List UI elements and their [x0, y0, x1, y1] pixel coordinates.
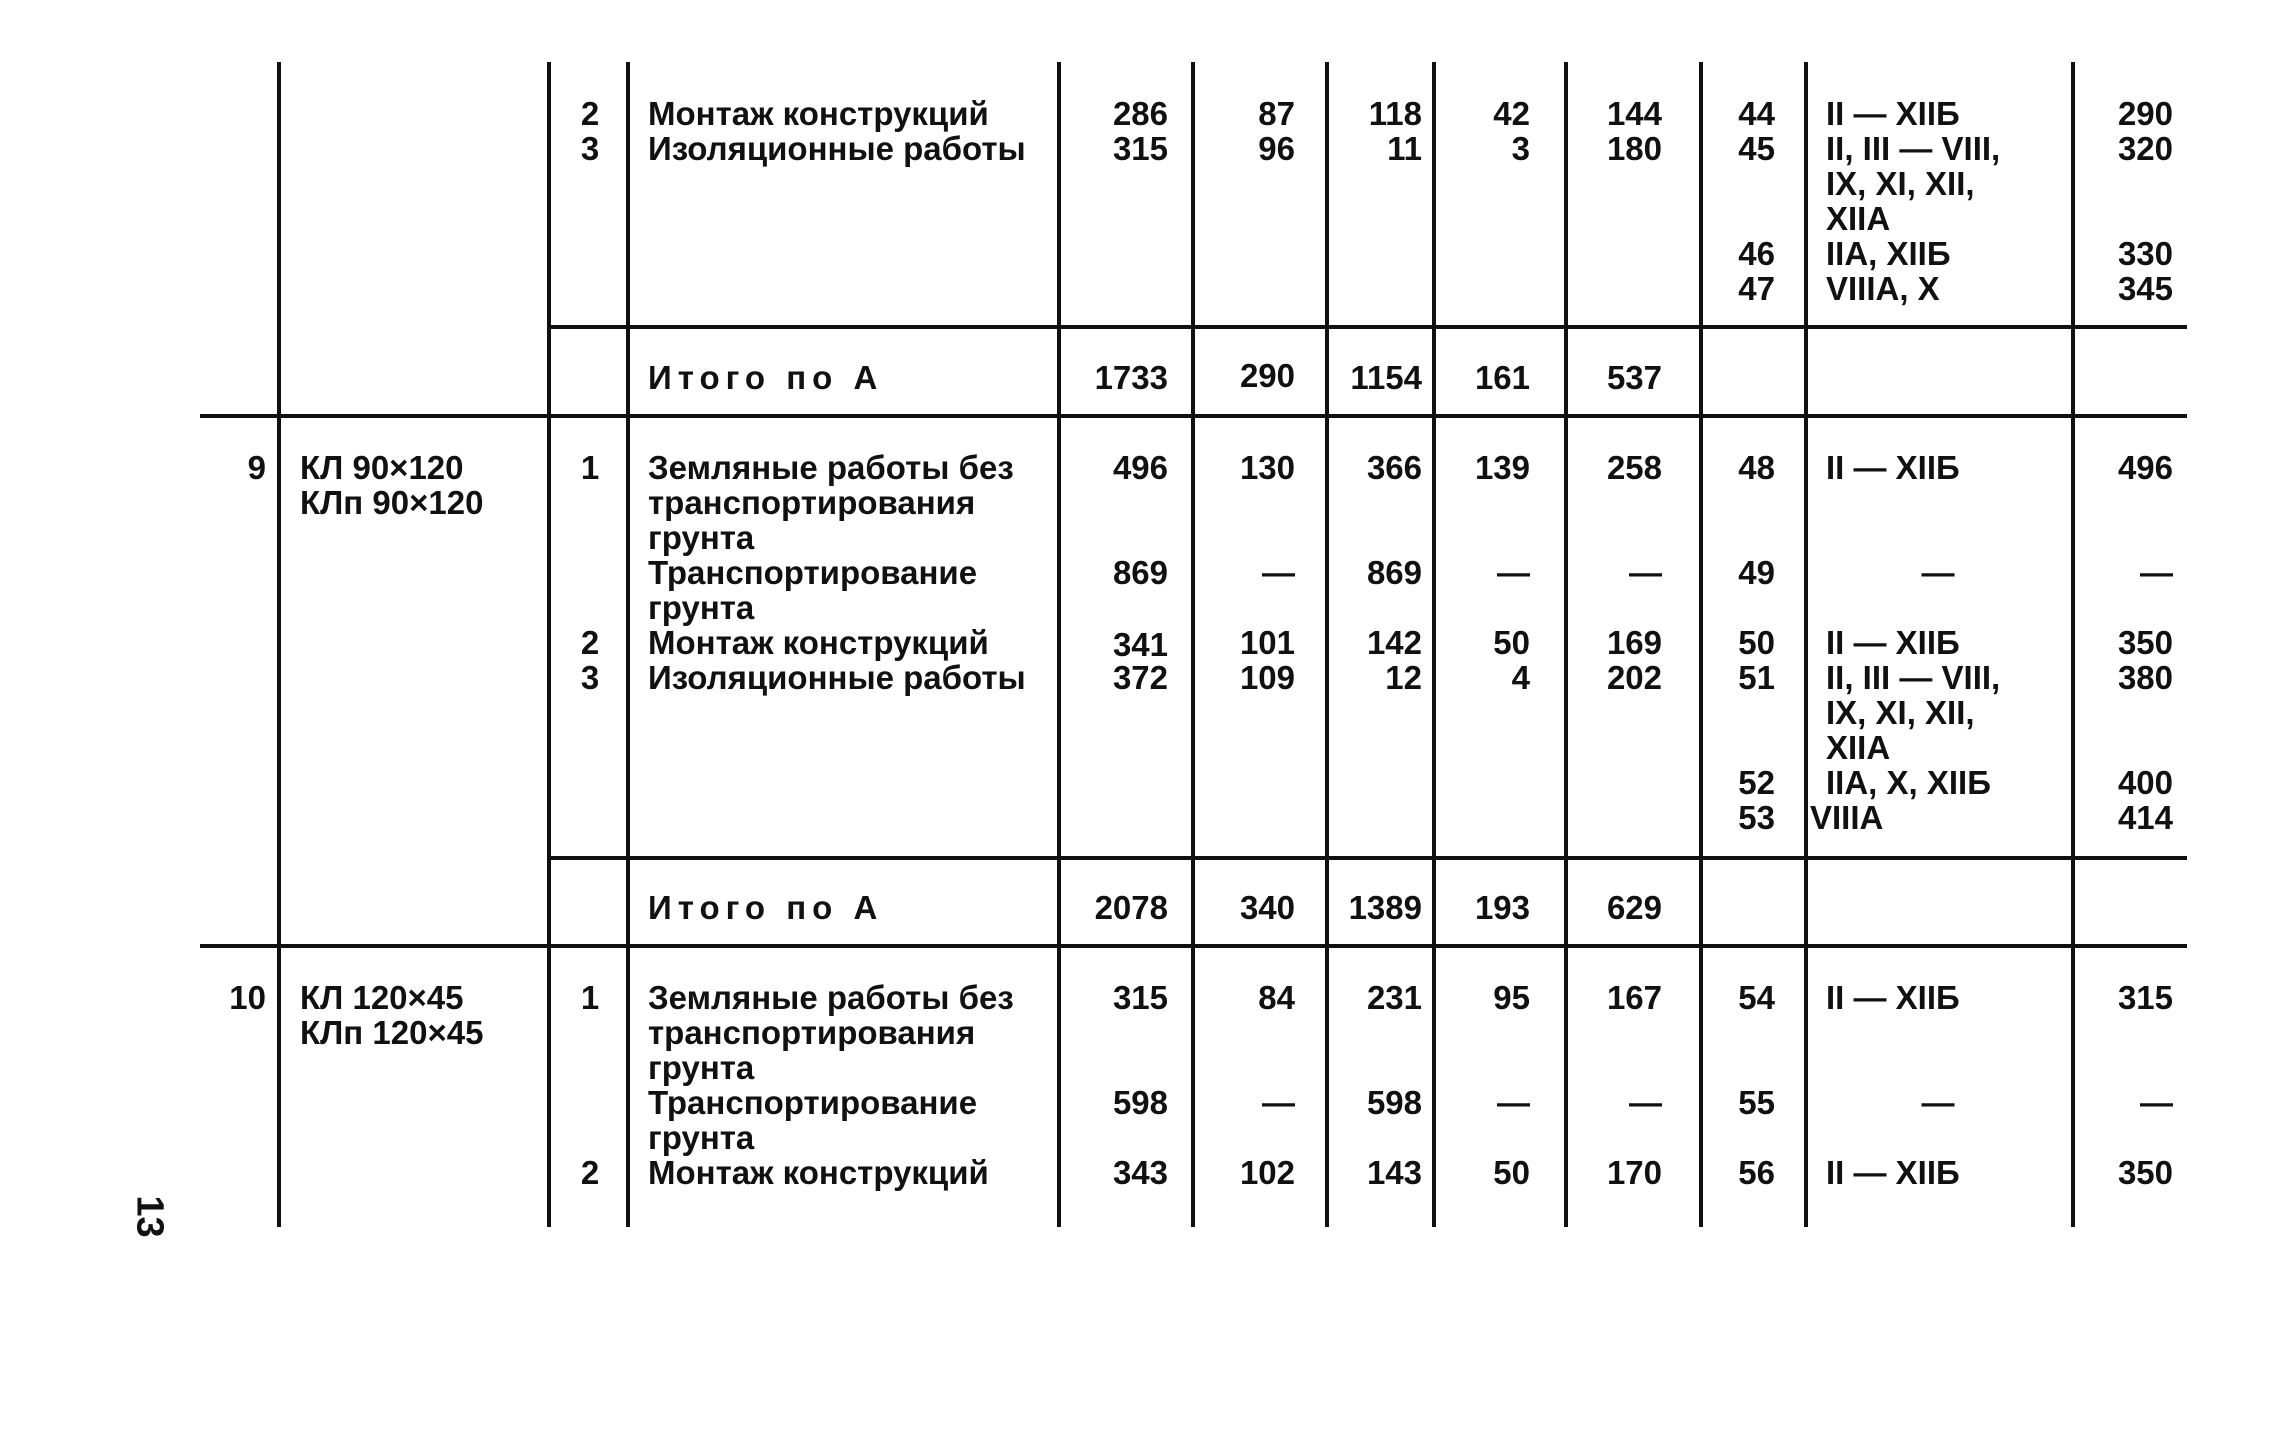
total-label: Итого по А	[648, 889, 884, 926]
code-cell: II, III — VIII,	[1826, 659, 2001, 696]
work-description: грунта	[648, 1049, 755, 1086]
code-cell: VIIIА, X	[1826, 270, 1940, 307]
value-cell: 1733	[1094, 359, 1168, 396]
code-cell: II — XIIБ	[1826, 979, 1960, 1016]
ref-cell: 45	[1738, 130, 1775, 167]
value-cell: 290	[2117, 95, 2173, 132]
value-cell: 496	[2117, 449, 2173, 486]
value-cell: 193	[1474, 889, 1530, 926]
value-cell: 109	[1239, 659, 1295, 696]
value-cell: 1154	[1350, 359, 1422, 396]
value-cell: —	[1629, 1084, 1662, 1121]
value-cell: 400	[2117, 764, 2173, 801]
work-description: грунта	[648, 519, 755, 556]
value-cell: 202	[1606, 659, 1662, 696]
value-cell: 315	[1112, 979, 1168, 1016]
value-cell: 142	[1366, 624, 1422, 661]
cable-name: КЛп 120×45	[300, 1014, 484, 1051]
ref-cell: 47	[1738, 270, 1775, 307]
value-cell: —	[2140, 554, 2173, 591]
ref-cell: 48	[1738, 449, 1775, 486]
value-cell: 180	[1606, 130, 1662, 167]
value-cell: 414	[2117, 799, 2173, 836]
value-cell: 169	[1606, 624, 1662, 661]
value-cell: 869	[1112, 554, 1168, 591]
work-description: Транспортирование	[648, 1084, 978, 1121]
value-cell: 144	[1606, 95, 1662, 132]
group-rule	[200, 414, 2187, 418]
page-number: 13	[128, 1195, 171, 1238]
row-number: 3	[580, 130, 600, 167]
value-cell: —	[1262, 1084, 1295, 1121]
code-cell: —	[1921, 554, 1955, 591]
row-number: 2	[580, 95, 600, 132]
value-cell: 95	[1493, 979, 1530, 1016]
value-cell: 139	[1474, 449, 1530, 486]
code-cell: VIIIА	[1810, 799, 1884, 836]
value-cell: 4	[1511, 659, 1530, 696]
value-cell: 3	[1511, 130, 1530, 167]
value-cell: 118	[1368, 95, 1422, 132]
value-cell: 258	[1606, 449, 1662, 486]
code-cell: II — XIIБ	[1826, 1154, 1960, 1191]
value-cell: 143	[1366, 1154, 1422, 1191]
code-cell: II — XIIБ	[1826, 449, 1960, 486]
code-cell: —	[1921, 1084, 1955, 1121]
work-description: Монтаж конструкций	[648, 1154, 989, 1191]
work-description: Монтаж конструкций	[648, 95, 989, 132]
row-number: 3	[580, 659, 600, 696]
value-cell: 12	[1385, 659, 1422, 696]
value-cell: 1389	[1348, 889, 1422, 926]
code-cell: II — XIIБ	[1826, 624, 1960, 661]
value-cell: 101	[1239, 624, 1295, 661]
column-rule	[277, 62, 281, 1227]
group-rule	[200, 944, 2187, 948]
value-cell: 598	[1112, 1084, 1168, 1121]
value-cell: 345	[2117, 270, 2173, 307]
ref-cell: 52	[1738, 764, 1775, 801]
value-cell: 42	[1493, 95, 1530, 132]
work-description: Земляные работы без	[648, 979, 1014, 1016]
total-rule	[547, 856, 2187, 860]
value-cell: —	[1497, 1084, 1530, 1121]
code-cell: IX, XI, XII,	[1826, 694, 1975, 731]
code-cell: IIА, X, XIIБ	[1826, 764, 1991, 801]
value-cell: —	[1629, 554, 1662, 591]
column-rule	[1804, 62, 1808, 1227]
value-cell: 380	[2117, 659, 2173, 696]
value-cell: 366	[1366, 449, 1422, 486]
group-number: 10	[229, 979, 266, 1016]
value-cell: 330	[2117, 235, 2173, 272]
code-cell: IX, XI, XII,	[1826, 165, 1975, 202]
value-cell: 161	[1474, 359, 1530, 396]
row-number: 1	[580, 979, 600, 1016]
value-cell: 340	[1239, 889, 1295, 926]
ref-cell: 44	[1738, 95, 1775, 132]
column-rule	[547, 62, 551, 1227]
value-cell: 537	[1606, 359, 1662, 396]
value-cell: 350	[2117, 1154, 2173, 1191]
work-description: Монтаж конструкций	[648, 624, 989, 661]
ref-cell: 55	[1738, 1084, 1775, 1121]
work-description: транспортирования	[648, 1014, 976, 1051]
value-cell: 372	[1112, 659, 1168, 696]
code-cell: IIА, XIIБ	[1826, 235, 1951, 272]
column-rule	[626, 62, 630, 1227]
value-cell: 629	[1606, 889, 1662, 926]
row-number: 1	[580, 449, 600, 486]
cable-name: КЛ 120×45	[300, 979, 464, 1016]
value-cell: 96	[1258, 130, 1295, 167]
total-rule	[547, 325, 2187, 329]
value-cell: 343	[1112, 1154, 1168, 1191]
value-cell: 496	[1112, 449, 1168, 486]
work-description: транспортирования	[648, 484, 976, 521]
value-cell: —	[1262, 554, 1295, 591]
value-cell: 84	[1258, 979, 1295, 1016]
value-cell: 315	[2117, 979, 2173, 1016]
value-cell: —	[2140, 1084, 2173, 1121]
ref-cell: 56	[1738, 1154, 1775, 1191]
value-cell: 102	[1239, 1154, 1295, 1191]
row-number: 2	[580, 624, 600, 661]
code-cell: II, III — VIII,	[1826, 130, 2001, 167]
ref-cell: 54	[1738, 979, 1775, 1016]
work-description: грунта	[648, 1119, 755, 1156]
cable-name: КЛп 90×120	[300, 484, 484, 521]
work-description: Земляные работы без	[648, 449, 1014, 486]
ref-cell: 53	[1738, 799, 1775, 836]
work-description: Изоляционные работы	[648, 659, 1026, 696]
ref-cell: 50	[1738, 624, 1775, 661]
value-cell: 2078	[1094, 889, 1168, 926]
work-description: Транспортирование	[648, 554, 978, 591]
ref-cell: 51	[1738, 659, 1775, 696]
work-description: Изоляционные работы	[648, 130, 1026, 167]
ref-cell: 46	[1738, 235, 1775, 272]
value-cell: 87	[1258, 95, 1295, 132]
code-cell: XIIА	[1826, 729, 1891, 766]
value-cell: 50	[1493, 624, 1530, 661]
value-cell: 315	[1112, 130, 1168, 167]
value-cell: 130	[1239, 449, 1295, 486]
value-cell: 290	[1239, 357, 1295, 394]
value-cell: 231	[1366, 979, 1422, 1016]
code-cell: XIIА	[1826, 200, 1891, 237]
code-cell: II — XIIБ	[1826, 95, 1960, 132]
row-number: 2	[580, 1154, 600, 1191]
value-cell: 320	[2117, 130, 2173, 167]
value-cell: 350	[2117, 624, 2173, 661]
value-cell: 50	[1493, 1154, 1530, 1191]
value-cell: 167	[1606, 979, 1662, 1016]
work-description: грунта	[648, 589, 755, 626]
value-cell: 869	[1366, 554, 1422, 591]
value-cell: 11	[1387, 130, 1422, 167]
value-cell: 170	[1606, 1154, 1662, 1191]
value-cell: 341	[1112, 626, 1168, 663]
ref-cell: 49	[1738, 554, 1775, 591]
group-number: 9	[247, 449, 266, 486]
value-cell: 598	[1366, 1084, 1422, 1121]
cable-name: КЛ 90×120	[300, 449, 464, 486]
total-label: Итого по А	[648, 359, 884, 396]
value-cell: —	[1497, 554, 1530, 591]
value-cell: 286	[1112, 95, 1168, 132]
